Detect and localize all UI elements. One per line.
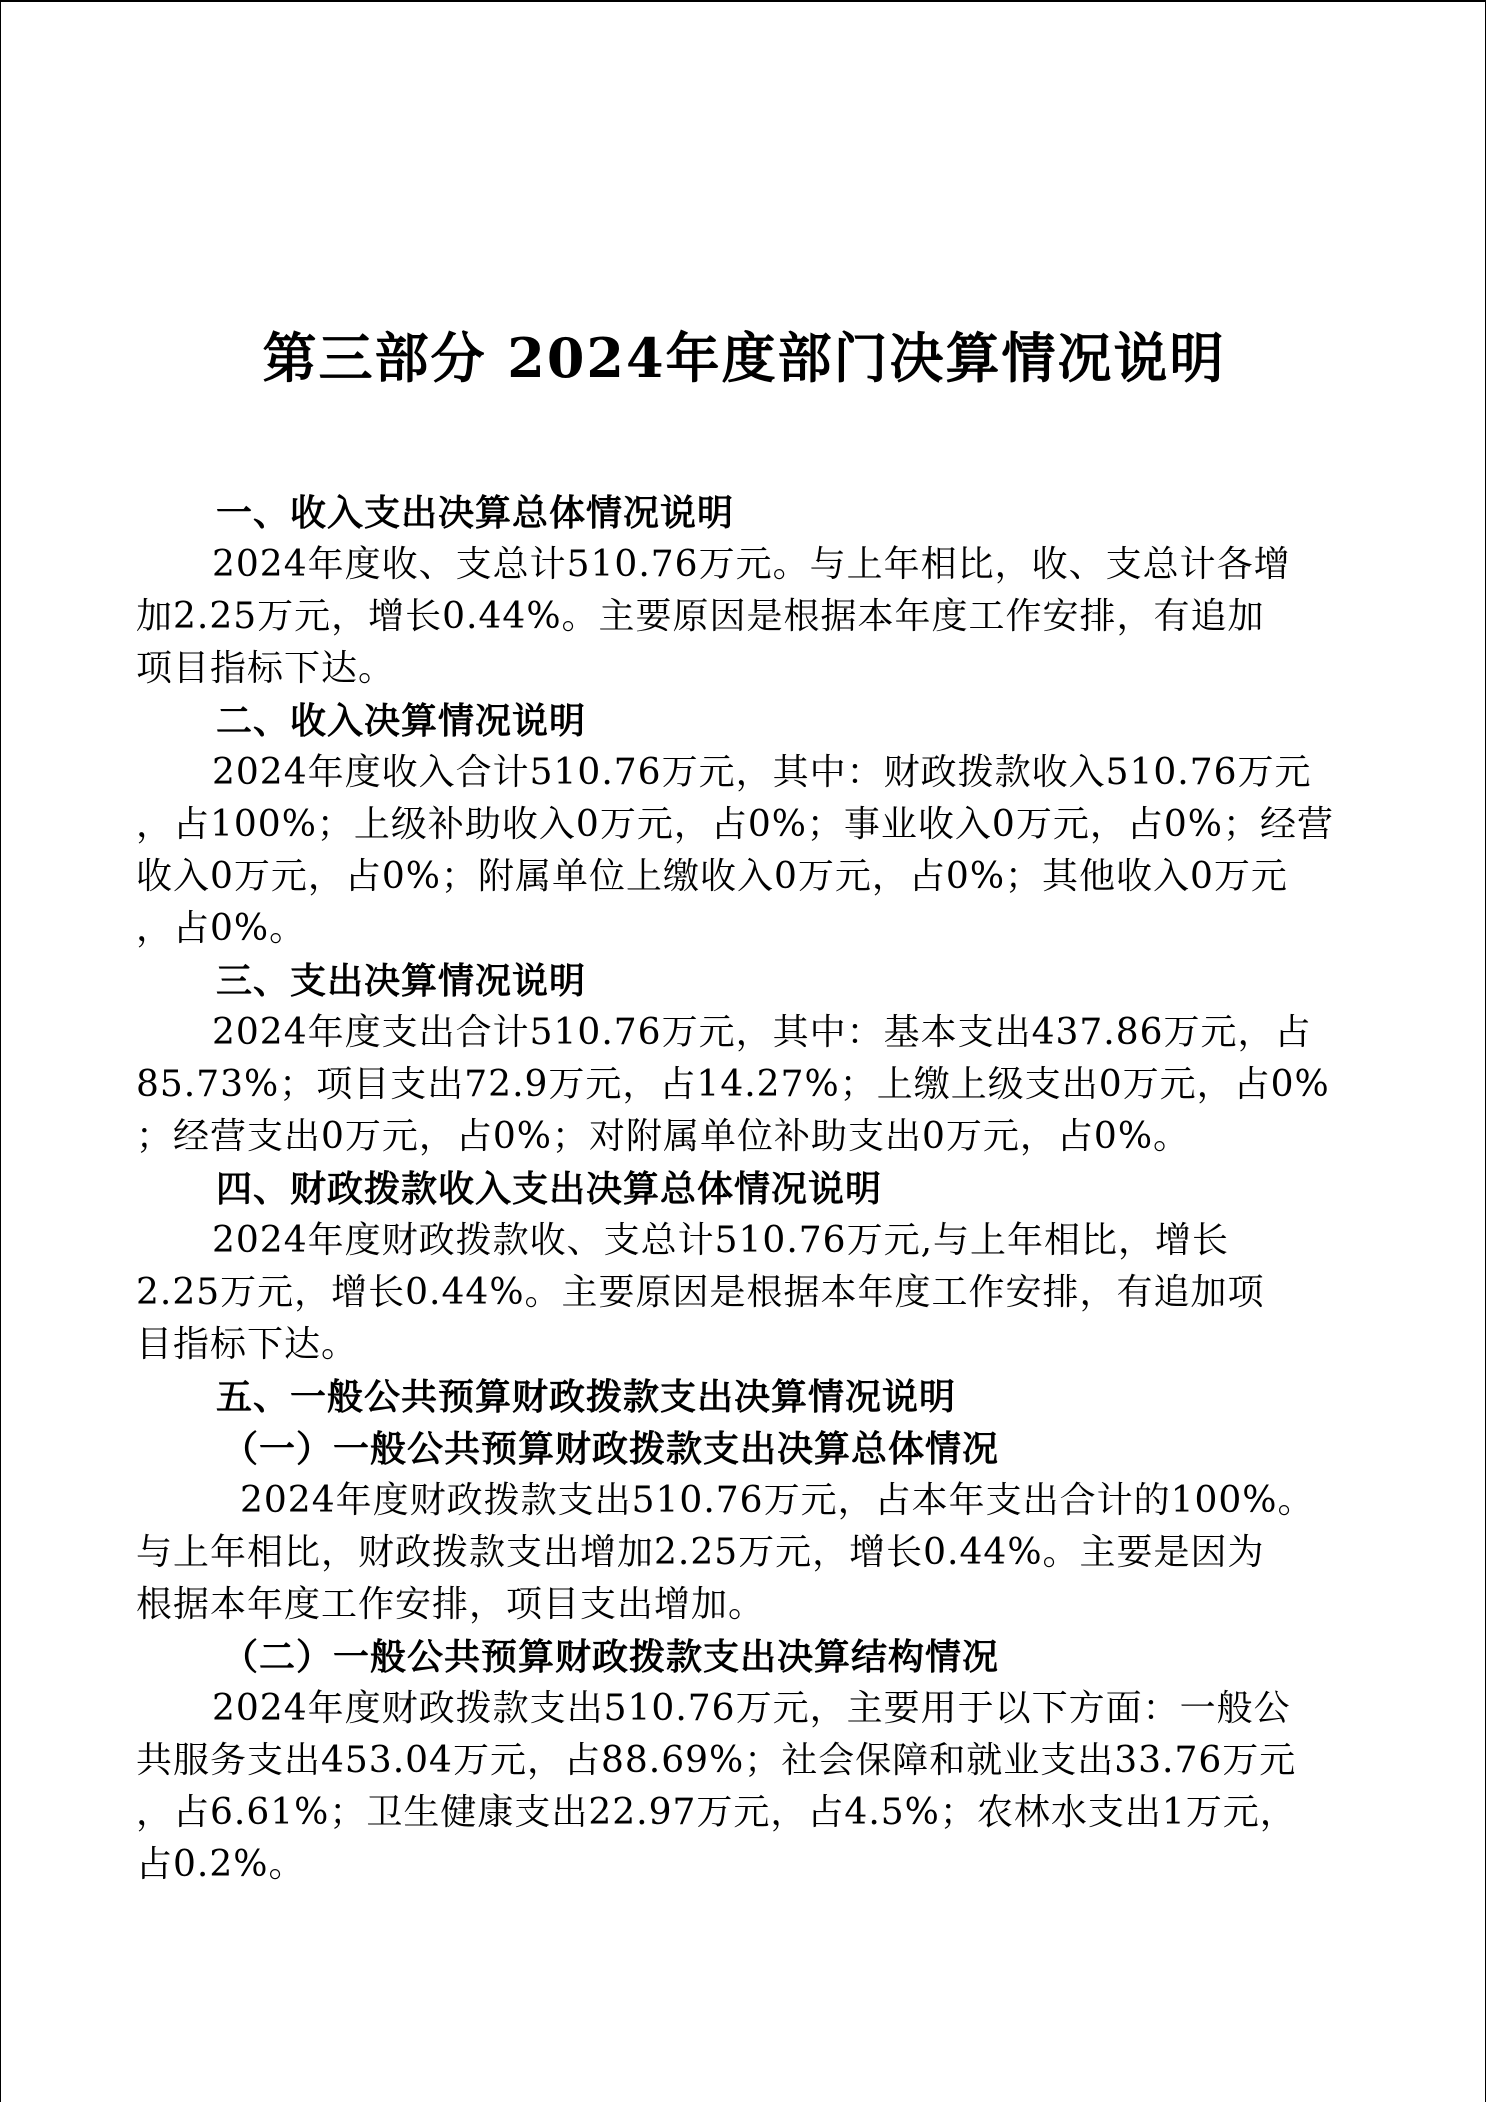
- paragraph-line: ，占6.61%；卫生健康支出22.97万元，占4.5%；农林水支出1万元，: [136, 1792, 1297, 1833]
- section-heading: 二、收入决算情况说明: [216, 700, 587, 742]
- paragraph-line: 2024年度收入合计510.76万元，其中：财政拨款收入510.76万元: [212, 752, 1312, 793]
- page-title: 第三部分 2024年度部门决算情况说明: [262, 326, 1226, 390]
- section-heading: 一、收入支出决算总体情况说明: [216, 492, 735, 534]
- paragraph-line: 2024年度收、支总计510.76万元。与上年相比，收、支总计各增: [212, 544, 1291, 585]
- paragraph-line: 85.73%；项目支出72.9万元，占14.27%；上缴上级支出0万元，占0%: [136, 1064, 1330, 1105]
- paragraph-line: 目指标下达。: [136, 1324, 359, 1365]
- section-heading: 三、支出决算情况说明: [216, 960, 587, 1002]
- paragraph-line: 2024年度财政拨款支出510.76万元，主要用于以下方面：一般公: [212, 1688, 1291, 1729]
- subsection-heading: （二）一般公共预算财政拨款支出决算结构情况: [222, 1636, 1000, 1678]
- paragraph-line: 2.25万元，增长0.44%。主要原因是根据本年度工作安排，有追加项: [136, 1272, 1265, 1313]
- section-heading: 四、财政拨款收入支出决算总体情况说明: [216, 1168, 883, 1210]
- paragraph-line: ，占100%；上级补助收入0万元，占0%；事业收入0万元，占0%；经营: [136, 804, 1334, 845]
- paragraph-line: 根据本年度工作安排，项目支出增加。: [136, 1584, 766, 1625]
- paragraph-line: 占0.2%。: [136, 1844, 306, 1885]
- paragraph-line: ，占0%。: [136, 908, 307, 949]
- paragraph-line: ；经营支出0万元，占0%；对附属单位补助支出0万元，占0%。: [136, 1116, 1191, 1157]
- paragraph-line: 收入0万元，占0%；附属单位上缴收入0万元，占0%；其他收入0万元: [136, 856, 1288, 897]
- paragraph-line: 项目指标下达。: [136, 648, 396, 689]
- section-heading: 五、一般公共预算财政拨款支出决算情况说明: [216, 1376, 957, 1418]
- paragraph-line: 2024年度财政拨款支出510.76万元，占本年支出合计的100%。: [240, 1480, 1315, 1521]
- paragraph-line: 与上年相比，财政拨款支出增加2.25万元，增长0.44%。主要是因为: [136, 1532, 1265, 1573]
- paragraph-line: 加2.25万元，增长0.44%。主要原因是根据本年度工作安排，有追加: [136, 596, 1265, 637]
- paragraph-line: 2024年度支出合计510.76万元，其中：基本支出437.86万元，占: [212, 1012, 1312, 1053]
- paragraph-line: 2024年度财政拨款收、支总计510.76万元,与上年相比，增长: [212, 1220, 1230, 1261]
- subsection-heading: （一）一般公共预算财政拨款支出决算总体情况: [222, 1428, 1000, 1470]
- paragraph-line: 共服务支出453.04万元，占88.69%；社会保障和就业支出33.76万元: [136, 1740, 1297, 1781]
